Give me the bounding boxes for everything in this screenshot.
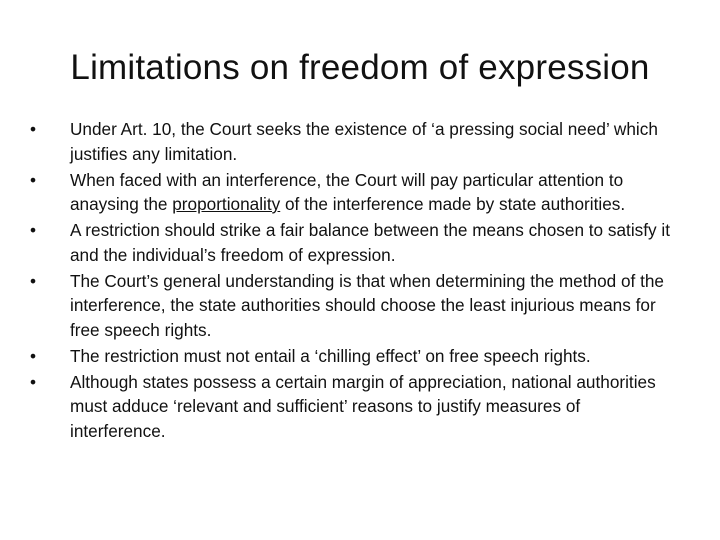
bullet-text: Although states possess a certain margin of appreciation, national authorities must adduce ‘relevant and sufficient’ reasons to justify measures of interference. — [70, 371, 656, 441]
bullet-item — [30, 117, 680, 166]
bullet-dot-icon: • — [30, 169, 37, 190]
bullet-dot-icon: • — [30, 371, 37, 392]
bullet-text: When faced with an interference, the Court will pay particular attention to anaysing the — [70, 169, 624, 214]
bullet-item — [30, 218, 680, 267]
bullet-item — [30, 168, 680, 217]
bullet-item — [30, 370, 680, 444]
slide-title: Limitations on freedom of expression — [70, 48, 650, 87]
bullet-text: A restriction should strike a fair balance between the means chosen to satisfy it and the individual’s freedom of expression. — [70, 220, 670, 265]
bullet-item — [30, 269, 680, 343]
bullet-text: The restriction must not entail a ‘chilling effect’ on free speech rights. — [70, 345, 591, 366]
bullet-dot-icon: • — [30, 345, 37, 366]
bullet-text-continued: of the interference made by state authorities. — [280, 194, 626, 214]
underlined-term: proportionality — [172, 194, 281, 214]
bullet-item — [30, 344, 680, 369]
bullet-dot-icon: • — [30, 220, 37, 240]
bullet-list — [30, 117, 680, 445]
bullet-text: Under Art. 10, the Court seeks the existence of ‘a pressing social need’ which justifies any limitation. — [70, 119, 658, 164]
bullet-dot-icon: • — [30, 270, 37, 291]
bullet-dot-icon: • — [30, 119, 37, 139]
bullet-text: The Court’s general understanding is that when determining the method of the interference, the state authorities should choose the least injurious means for free speech rights. — [70, 270, 664, 340]
